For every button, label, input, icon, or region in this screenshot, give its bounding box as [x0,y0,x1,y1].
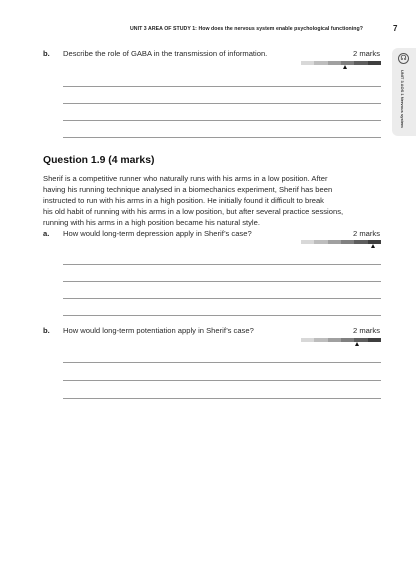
stimulus-line: instructed to run with his arms in a high position. He initially found it difficult to break [43,196,324,206]
question-part-label: a. [43,229,50,238]
stimulus-line: running with his arms in a high position became his natural style. [43,218,260,228]
stimulus-line: Sherif is a competitive runner who naturally runs with his arms in a low position. After [43,174,328,183]
difficulty-pointer [355,342,359,346]
stimulus-line: having his running technique analysed in a biomechanics experiment, Sherif has been [43,185,333,195]
question-text: How would long-term depression apply in Sherif’s case? [63,229,252,238]
answer-line[interactable] [63,362,381,363]
brain-icon: ☊ [398,53,409,64]
answer-line[interactable] [63,103,381,104]
answer-line[interactable] [63,120,381,121]
question-heading: Question 1.9 (4 marks) [43,155,155,166]
unit-side-tab[interactable] [392,48,416,136]
running-header: UNIT 3 AREA OF STUDY 1: How does the nervous system enable psychological functioning? [130,26,363,32]
side-tab-label: UNIT 3 AOS 1 Nervous system [400,70,405,128]
answer-line[interactable] [63,298,381,299]
question-part-label: b. [43,49,50,58]
marks-label: 2 marks [352,326,380,335]
difficulty-scale [301,61,381,65]
question-text: How would long-term potentiation apply in Sherif’s case? [63,326,254,335]
marks-label: 2 marks [352,49,380,58]
page-number: 7 [393,24,398,33]
difficulty-scale [301,240,381,244]
marks-label: 2 marks [352,229,380,238]
answer-line[interactable] [63,398,381,399]
question-part-label: b. [43,326,50,335]
answer-line[interactable] [63,264,381,265]
question-text: Describe the role of GABA in the transmission of information. [63,49,268,58]
difficulty-pointer [343,65,347,69]
stimulus-line: his old habit of running with his arms in a low position, but after several practice sessions, [43,207,344,217]
answer-line[interactable] [63,86,381,87]
answer-line[interactable] [63,315,381,316]
answer-line[interactable] [63,380,381,381]
difficulty-pointer [371,244,375,248]
answer-line[interactable] [63,281,381,282]
question-stimulus [43,173,385,228]
answer-line[interactable] [63,137,381,138]
difficulty-scale [301,338,381,342]
